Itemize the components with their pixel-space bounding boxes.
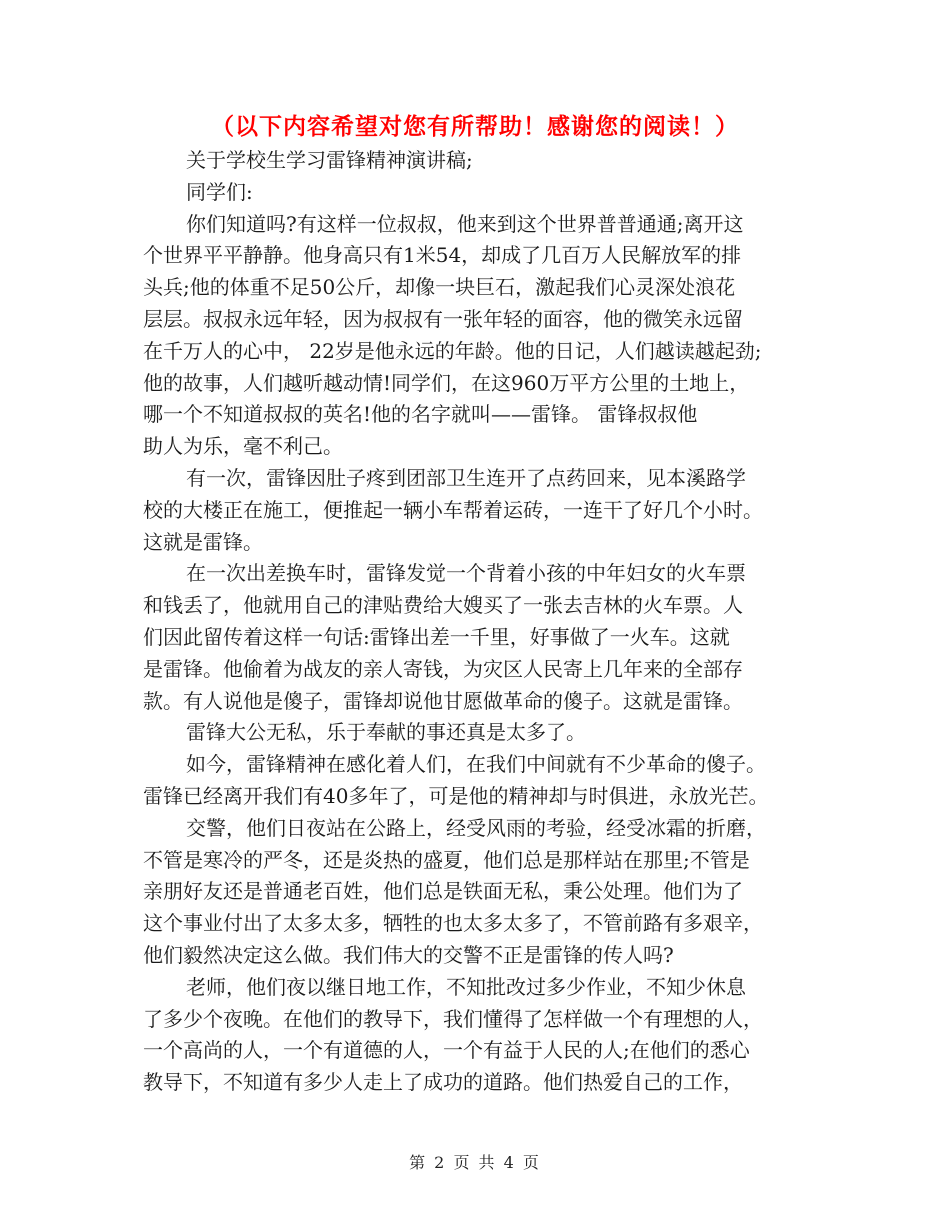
text-line: 在一次出差换车时，雷锋发觉一个背着小孩的中年妇女的火车票 (186, 561, 746, 586)
text-line: 他们毅然决定这么做。我们伟大的交警不正是雷锋的传人吗? (143, 942, 674, 967)
text-line: 一个高尚的人，一个有道德的人，一个有益于人民的人;在他们的悉心 (143, 1038, 750, 1063)
text-line: 这个事业付出了太多太多，牺牲的也太多太多了，不管前路有多艰辛， (143, 911, 763, 936)
text-line: 校的大楼正在施工，便推起一辆小车帮着运砖，一连干了好几个小时。 (143, 497, 763, 522)
text-line: 教导下，不知道有多少人走上了成功的道路。他们热爱自己的工作， (143, 1070, 743, 1095)
text-line: 和钱丢了，他就用自己的津贴费给大嫂买了一张去吉林的火车票。人 (143, 593, 743, 618)
text-line: 同学们: (186, 179, 253, 204)
text-line: 了多少个夜晚。在他们的教导下，我们懂得了怎样做一个有理想的人， (143, 1006, 763, 1031)
text-line: 交警，他们日夜站在公路上，经受风雨的考验，经受冰霜的折磨， (186, 815, 766, 840)
text-line: 如今，雷锋精神在感化着人们，在我们中间就有不少革命的傻子。 (186, 752, 766, 777)
text-line: 亲朋好友还是普通老百姓，他们总是铁面无私，秉公处理。他们为了 (143, 879, 743, 904)
text-line: 们因此留传着这样一句话:雷锋出差一千里，好事做了一火车。这就 (143, 624, 730, 649)
text-line: 这就是雷锋。 (143, 529, 263, 554)
text-line: 哪一个不知道叔叔的英名!他的名字就叫——雷锋。 雷锋叔叔他 (143, 402, 698, 427)
header-banner: （以下内容希望对您有所帮助！感谢您的阅读！） (211, 114, 739, 140)
page-number-footer: 第 2 页 共 4 页 (409, 1153, 541, 1172)
text-line: 款。有人说他是傻子，雷锋却说他甘愿做革命的傻子。这就是雷锋。 (143, 688, 743, 713)
text-line: 个世界平平静静。他身高只有1米54，却成了几百万人民解放军的排 (143, 243, 742, 268)
text-line: 是雷锋。他偷着为战友的亲人寄钱，为灾区人民寄上几年来的全部存 (143, 656, 743, 681)
text-line: 雷锋已经离开我们有40多年了，可是他的精神却与时俱进，永放光芒。 (143, 783, 769, 808)
speech-body (143, 145, 823, 1099)
text-line: 不管是寒冷的严冬，还是炎热的盛夏，他们总是那样站在那里;不管是 (143, 847, 750, 872)
text-line: 你们知道吗?有这样一位叔叔，他来到这个世界普普通通;离开这 (186, 211, 744, 236)
text-line: 关于学校生学习雷锋精神演讲稿; (186, 148, 473, 172)
text-line: 层层。叔叔永远年轻，因为叔叔有一张年轻的面容，他的微笑永远留 (143, 306, 743, 331)
text-line: 助人为乐，毫不利己。 (143, 434, 343, 459)
text-line: 头兵;他的体重不足50公斤，却像一块巨石，激起我们心灵深处浪花 (143, 275, 736, 300)
text-line: 他的故事，人们越听越动情!同学们，在这960万平方公里的土地上， (143, 370, 750, 395)
text-line: 有一次，雷锋因肚子疼到团部卫生连开了点药回来，见本溪路学 (186, 465, 746, 490)
text-line: 雷锋大公无私，乐于奉献的事还真是太多了。 (186, 720, 586, 745)
text-line: 老师，他们夜以继日地工作，不知批改过多少作业，不知少休息 (186, 974, 746, 999)
text-line: 在千万人的心中， 22岁是他永远的年龄。他的日记，人们越读越起劲; (143, 338, 762, 363)
